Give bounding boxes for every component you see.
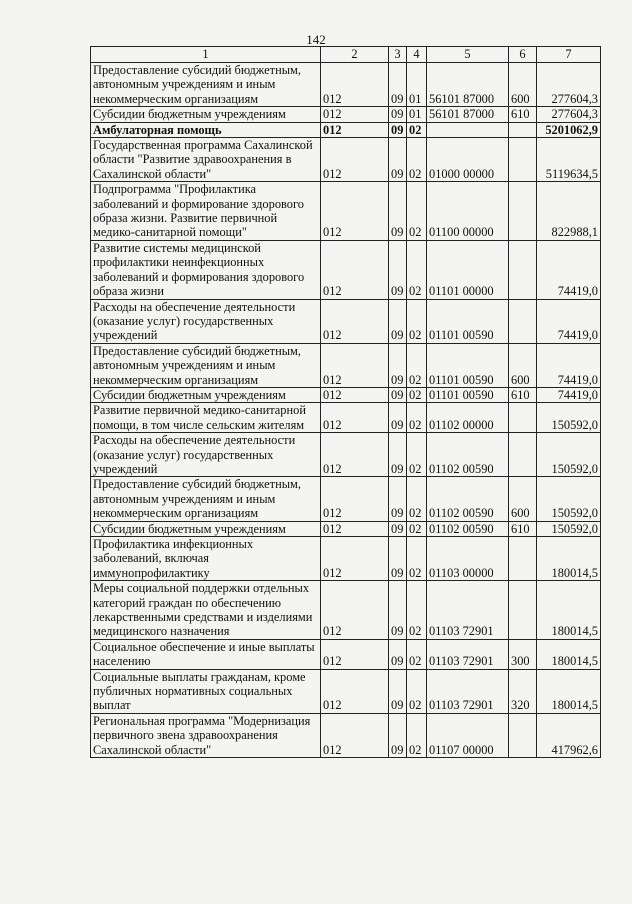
expense-name-cell: Региональная программа "Модернизация первичного звена здравоохранения Сахалинской области"	[91, 713, 321, 757]
header-cell: 4	[407, 47, 427, 63]
amount-cell: 150592,0	[537, 477, 601, 521]
expense-type-cell	[509, 581, 537, 640]
section-code-cell: 09	[389, 122, 407, 137]
target-article-cell: 01101 00590	[427, 387, 509, 402]
expense-type-cell: 610	[509, 107, 537, 122]
expense-type-cell	[509, 299, 537, 343]
section-code-cell: 09	[389, 403, 407, 433]
expense-type-cell: 600	[509, 477, 537, 521]
amount-cell: 180014,5	[537, 581, 601, 640]
section-code-cell: 09	[389, 182, 407, 241]
amount-cell: 150592,0	[537, 403, 601, 433]
expense-type-cell	[509, 537, 537, 581]
amount-cell: 74419,0	[537, 240, 601, 299]
expense-name-cell: Меры социальной поддержки отдельных категорий граждан по обеспечению лекарственными средствами и изделиями медицинского назначения	[91, 581, 321, 640]
department-code-cell: 012	[321, 299, 389, 343]
table-row	[91, 240, 601, 299]
section-code-cell: 09	[389, 713, 407, 757]
table-row	[91, 521, 601, 536]
target-article-cell: 01101 00590	[427, 343, 509, 387]
section-code-cell: 09	[389, 433, 407, 477]
section-code-cell: 09	[389, 581, 407, 640]
amount-cell: 5119634,5	[537, 138, 601, 182]
section-code-cell: 09	[389, 138, 407, 182]
subsection-code-cell: 02	[407, 581, 427, 640]
expense-name-cell: Расходы на обеспечение деятельности (оказание услуг) государственных учреждений	[91, 433, 321, 477]
page-number: 142	[306, 32, 326, 47]
table-row	[91, 387, 601, 402]
target-article-cell: 01101 00590	[427, 299, 509, 343]
expense-name-cell: Субсидии бюджетным учреждениям	[91, 521, 321, 536]
department-code-cell: 012	[321, 63, 389, 107]
department-code-cell: 012	[321, 581, 389, 640]
expense-name-cell: Социальное обеспечение и иные выплаты населению	[91, 639, 321, 669]
table-row	[91, 107, 601, 122]
target-article-cell: 01107 00000	[427, 713, 509, 757]
department-code-cell: 012	[321, 521, 389, 536]
table-row	[91, 182, 601, 241]
subsection-code-cell: 02	[407, 343, 427, 387]
expense-name-cell: Развитие первичной медико-санитарной помощи, в том числе сельским жителям	[91, 403, 321, 433]
header-row	[91, 47, 601, 63]
header-cell: 6	[509, 47, 537, 63]
department-code-cell: 012	[321, 107, 389, 122]
subsection-code-cell: 02	[407, 521, 427, 536]
section-code-cell: 09	[389, 537, 407, 581]
expense-name-cell: Расходы на обеспечение деятельности (оказание услуг) государственных учреждений	[91, 299, 321, 343]
table-row	[91, 403, 601, 433]
table-row	[91, 713, 601, 757]
expense-type-cell: 600	[509, 343, 537, 387]
subsection-code-cell: 01	[407, 107, 427, 122]
amount-cell: 150592,0	[537, 433, 601, 477]
target-article-cell: 01103 72901	[427, 639, 509, 669]
expense-name-cell: Государственная программа Сахалинской области "Развитие здравоохранения в Сахалинской области"	[91, 138, 321, 182]
amount-cell: 5201062,9	[537, 122, 601, 137]
section-code-cell: 09	[389, 477, 407, 521]
target-article-cell: 01101 00000	[427, 240, 509, 299]
header-cell: 3	[389, 47, 407, 63]
expense-type-cell	[509, 433, 537, 477]
amount-cell: 74419,0	[537, 387, 601, 402]
expense-name-cell: Подпрограмма "Профилактика заболеваний и формирование здорового образа жизни. Развитие первичной медико-санитарной помощи"	[91, 182, 321, 241]
amount-cell: 277604,3	[537, 63, 601, 107]
target-article-cell: 01103 00000	[427, 537, 509, 581]
amount-cell: 180014,5	[537, 639, 601, 669]
budget-table	[90, 46, 601, 758]
department-code-cell: 012	[321, 433, 389, 477]
section-code-cell: 09	[389, 669, 407, 713]
department-code-cell: 012	[321, 713, 389, 757]
target-article-cell: 01103 72901	[427, 581, 509, 640]
subsection-code-cell: 02	[407, 433, 427, 477]
department-code-cell: 012	[321, 122, 389, 137]
header-cell: 5	[427, 47, 509, 63]
section-code-cell: 09	[389, 240, 407, 299]
subsection-code-cell: 02	[407, 537, 427, 581]
header-cell: 7	[537, 47, 601, 63]
department-code-cell: 012	[321, 182, 389, 241]
section-code-cell: 09	[389, 521, 407, 536]
subsection-code-cell: 02	[407, 182, 427, 241]
table-row	[91, 299, 601, 343]
expense-type-cell	[509, 713, 537, 757]
header-cell: 1	[91, 47, 321, 63]
target-article-cell	[427, 122, 509, 137]
subsection-code-cell: 01	[407, 63, 427, 107]
subsection-code-cell: 02	[407, 669, 427, 713]
amount-cell: 150592,0	[537, 521, 601, 536]
target-article-cell: 01100 00000	[427, 182, 509, 241]
amount-cell: 822988,1	[537, 182, 601, 241]
target-article-cell: 56101 87000	[427, 107, 509, 122]
expense-name-cell: Предоставление субсидий бюджетным, автономным учреждениям и иным некоммерческим организациям	[91, 63, 321, 107]
department-code-cell: 012	[321, 639, 389, 669]
table-row	[91, 537, 601, 581]
department-code-cell: 012	[321, 343, 389, 387]
expense-type-cell	[509, 122, 537, 137]
table-row	[91, 343, 601, 387]
expense-name-cell: Развитие системы медицинской профилактики неинфекционных заболеваний и формирования здорового образа жизни	[91, 240, 321, 299]
section-code-cell: 09	[389, 639, 407, 669]
section-code-cell: 09	[389, 387, 407, 402]
table-row	[91, 63, 601, 107]
target-article-cell: 56101 87000	[427, 63, 509, 107]
target-article-cell: 01102 00590	[427, 433, 509, 477]
department-code-cell: 012	[321, 477, 389, 521]
section-code-cell: 09	[389, 343, 407, 387]
subsection-code-cell: 02	[407, 477, 427, 521]
target-article-cell: 01102 00590	[427, 477, 509, 521]
expense-name-cell: Субсидии бюджетным учреждениям	[91, 107, 321, 122]
expense-type-cell: 610	[509, 387, 537, 402]
subsection-code-cell: 02	[407, 403, 427, 433]
department-code-cell: 012	[321, 387, 389, 402]
target-article-cell: 01102 00000	[427, 403, 509, 433]
expense-type-cell	[509, 403, 537, 433]
expense-type-cell	[509, 240, 537, 299]
expense-type-cell: 320	[509, 669, 537, 713]
section-code-cell: 09	[389, 63, 407, 107]
expense-name-cell: Субсидии бюджетным учреждениям	[91, 387, 321, 402]
amount-cell: 277604,3	[537, 107, 601, 122]
expense-type-cell: 610	[509, 521, 537, 536]
table-row	[91, 138, 601, 182]
amount-cell: 180014,5	[537, 669, 601, 713]
subsection-code-cell: 02	[407, 122, 427, 137]
subsection-code-cell: 02	[407, 713, 427, 757]
section-code-cell: 09	[389, 299, 407, 343]
table-row	[91, 122, 601, 137]
target-article-cell: 01000 00000	[427, 138, 509, 182]
subsection-code-cell: 02	[407, 240, 427, 299]
table-row	[91, 669, 601, 713]
table-row	[91, 581, 601, 640]
expense-type-cell	[509, 182, 537, 241]
table-row	[91, 639, 601, 669]
amount-cell: 74419,0	[537, 343, 601, 387]
expense-type-cell: 300	[509, 639, 537, 669]
section-code-cell: 09	[389, 107, 407, 122]
table-row	[91, 477, 601, 521]
subsection-code-cell: 02	[407, 639, 427, 669]
amount-cell: 180014,5	[537, 537, 601, 581]
subsection-code-cell: 02	[407, 138, 427, 182]
header-cell: 2	[321, 47, 389, 63]
expense-name-cell: Амбулаторная помощь	[91, 122, 321, 137]
expense-type-cell: 600	[509, 63, 537, 107]
subsection-code-cell: 02	[407, 387, 427, 402]
expense-name-cell: Социальные выплаты гражданам, кроме публичных нормативных социальных выплат	[91, 669, 321, 713]
amount-cell: 74419,0	[537, 299, 601, 343]
department-code-cell: 012	[321, 138, 389, 182]
department-code-cell: 012	[321, 669, 389, 713]
department-code-cell: 012	[321, 240, 389, 299]
expense-type-cell	[509, 138, 537, 182]
expense-name-cell: Предоставление субсидий бюджетным, автономным учреждениям и иным некоммерческим организациям	[91, 343, 321, 387]
target-article-cell: 01102 00590	[427, 521, 509, 536]
subsection-code-cell: 02	[407, 299, 427, 343]
expense-name-cell: Предоставление субсидий бюджетным, автономным учреждениям и иным некоммерческим организациям	[91, 477, 321, 521]
target-article-cell: 01103 72901	[427, 669, 509, 713]
department-code-cell: 012	[321, 403, 389, 433]
department-code-cell: 012	[321, 537, 389, 581]
amount-cell: 417962,6	[537, 713, 601, 757]
table-row	[91, 433, 601, 477]
expense-name-cell: Профилактика инфекционных заболеваний, включая иммунопрофилактику	[91, 537, 321, 581]
